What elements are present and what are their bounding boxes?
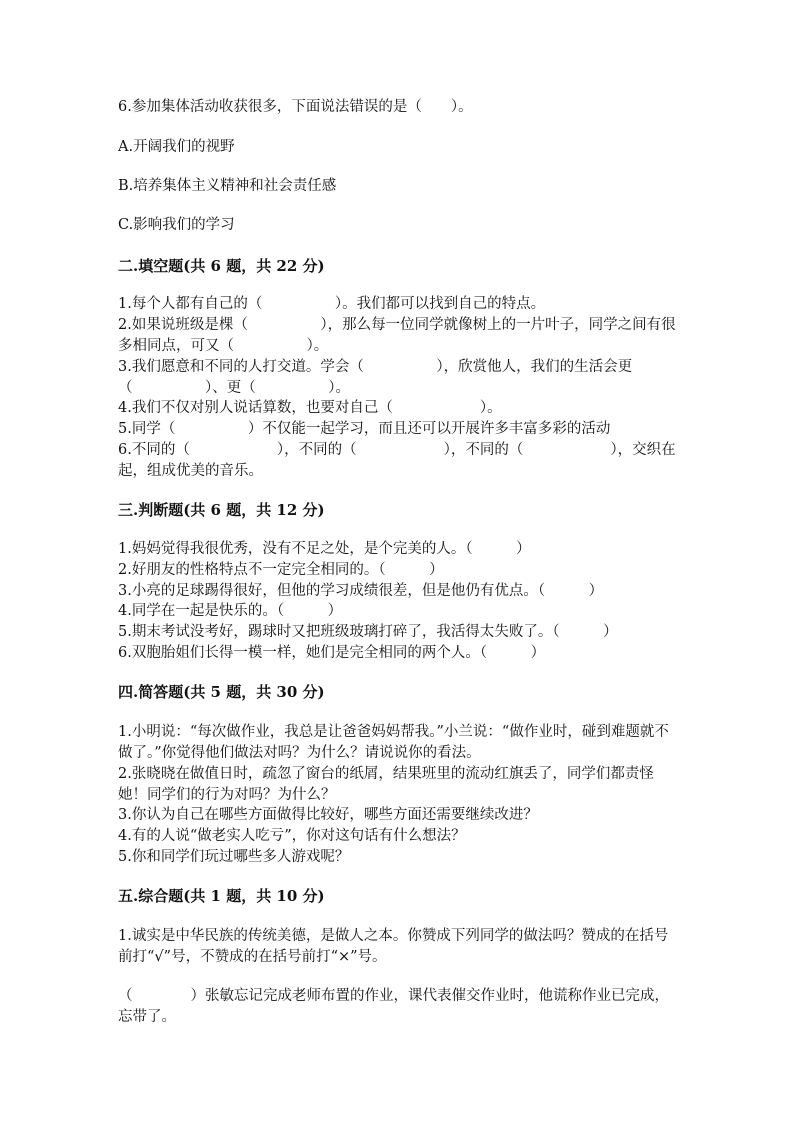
judge-item-3: 3.小亮的足球踢得很好，但他的学习成绩很差，但是他仍有优点。（ ） <box>118 583 604 599</box>
short-item-3: 3.你认为自己在哪些方面做得比较好，哪些方面还需要继续改进？ <box>118 807 538 823</box>
short-item-1: 1.小明说：“每次做作业，我总是让爸爸妈妈帮我。”小兰说：“做作业时，碰到难题就不做了。”你觉得他们做法对吗？为什么？请说说你的看法。 <box>118 724 669 761</box>
judge-item-5: 5.期末考试没考好，踢球时又把班级玻璃打碎了，我活得太失败了。（ ） <box>118 624 618 640</box>
comp-heading: 五.综合题(共 1 题，共 10 分) <box>118 887 325 905</box>
short-item-4: 4.有的人说“做老实人吃亏”，你对这句话有什么想法？ <box>118 828 466 844</box>
judge-item-2: 2.好朋友的性格特点不一定完全相同的。（ ） <box>118 562 444 578</box>
fill-heading: 二.填空题(共 6 题，共 22 分) <box>118 257 325 275</box>
judge-item-6: 6.双胞胎姐们长得一模一样，她们是完全相同的两个人。（ ） <box>118 645 546 661</box>
judge-item-1: 1.妈妈觉得我很优秀，没有不足之处，是个完美的人。（ ） <box>118 541 531 557</box>
judge-heading: 三.判断题(共 6 题，共 12 分) <box>118 501 325 519</box>
fill-item-4: 4.我们不仅对别人说话算数，也要对自己（ ）。 <box>118 400 502 416</box>
short-heading: 四.简答题(共 5 题，共 30 分) <box>118 683 325 701</box>
q6-option-c: C.影响我们的学习 <box>118 217 235 233</box>
comp-intro: 1.诚实是中华民族的传统美德，是做人之本。你赞成下列同学的做法吗？赞成的在括号前打“√”号，不赞成的在括号前打“×”号。 <box>118 928 669 965</box>
fill-item-2: 2.如果说班级是棵（ ），那么每一位同学就像树上的一片叶子，同学之间有很多相同点，可又（ ）。 <box>118 317 676 354</box>
judge-item-4: 4.同学在一起是快乐的。（ ） <box>118 603 343 619</box>
comp-item-1: （ ）张敏忘记完成老师布置的作业，课代表催交作业时，他谎称作业已完成，忘带了。 <box>118 988 669 1025</box>
fill-item-5: 5.同学（ ）不仅能一起学习，而且还可以开展许多丰富多彩的活动 <box>118 421 611 437</box>
fill-item-3: 3.我们愿意和不同的人打交道。学会（ ），欣赏他人，我们的生活会更（ ）、更（ ）。 <box>118 359 633 396</box>
q6-option-b: B.培养集体主义精神和社会责任感 <box>118 178 337 194</box>
q6-option-a: A.开阔我们的视野 <box>118 139 235 155</box>
fill-item-6: 6.不同的（ ），不同的（ ），不同的（ ），交织在起，组成优美的音乐。 <box>118 442 676 479</box>
short-item-5: 5.你和同学们玩过哪些多人游戏呢？ <box>118 849 350 865</box>
fill-item-1: 1.每个人都有自己的（ ）。我们都可以找到自己的特点。 <box>118 296 546 312</box>
q6-stem: 6.参加集体活动收获很多，下面说法错误的是（ ）。 <box>118 99 473 115</box>
short-item-2: 2.张晓晓在做值日时，疏忽了窗台的纸屑，结果班里的流动红旗丢了，同学们都责怪她！同学们的行为对吗？为什么？ <box>118 766 654 803</box>
